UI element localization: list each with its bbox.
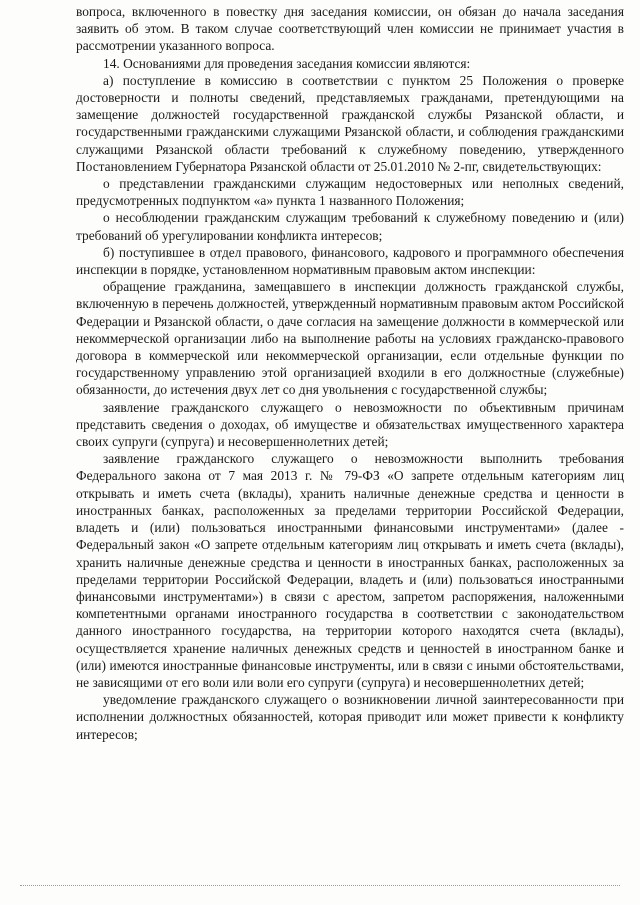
document-body — [76, 3, 624, 743]
paragraph-foreign-accounts: заявление гражданского служащего о невозможности выполнить требования Федерального закона от 7 мая 2013 г. № 79-ФЗ «О запрете отдельным категориям лиц открывать и иметь счета (вклады), хранить наличные денежные средства и ценности в иностранных банках, расположенных за пределами территории Российской Федерации, владеть и (или) пользоваться иностранными финансовыми инструментами» (далее - Федеральный закон «О запрете отдельным категориям лиц открывать и иметь счета (вклады), хранить наличные денежные средства и ценности в иностранных банках, расположенных за пределами территории Российской Федерации, владеть и (или) пользоваться иностранными финансовыми инструментами») в связи с арестом, запретом распоряжения, наложенными компетентными органами иностранного государства в соответствии с законодательством данного иностранного государства, на территории которого находятся счета (вклады), осуществляется хранение наличных денежных средств и ценностей в иностранном банке и (или) имеются иностранные финансовые инструменты, или в связи с иными обстоятельствами, не зависящими от его воли или воли его супруги (супруга) и несовершеннолетних детей; — [76, 451, 624, 690]
paragraph-citizen-appeal: обращение гражданина, замещавшего в инспекции должность гражданской службы, включенную в перечень должностей, утвержденный нормативным правовым актом Российской Федерации и Рязанской области, о даче согласия на замещение должности в коммерческой или некоммерческой организации либо на выполнение работы на условиях гражданско-правового договора в коммерческой или некоммерческой организации, если отдельные функции по государственному управлению этой организацией входили в его должностные (служебные) обязанности, до истечения двух лет со дня увольнения с государственной службы; — [76, 279, 624, 398]
paragraph-subitem-b: б) поступившее в отдел правового, финансового, кадрового и программного обеспечения инспекции в порядке, установленном нормативным правовым актом инспекции: — [76, 244, 624, 278]
paragraph-continuation: вопроса, включенного в повестку дня заседания комиссии, он обязан до начала заседания заявить об этом. В таком случае соответствующий член комиссии не принимает участия в рассмотрении указанного вопроса. — [76, 4, 624, 54]
paragraph-item-14: 14. Основаниями для проведения заседания комиссии являются: — [103, 55, 471, 71]
footer-divider — [20, 885, 620, 886]
paragraph-subitem-a: а) поступление в комиссию в соответствии с пунктом 25 Положения о проверке достоверности и полноты сведений, представляемых гражданами, претендующими на замещение должностей государственной гражданской службы Рязанской области, и государственными гражданскими служащими Рязанской области, и соблюдения гражданскими служащими Рязанской области требований к служебному поведению, утвержденного Постановлением Губернатора Рязанской области от 25.01.2010 № 2-пг, свидетельствующих: — [76, 72, 624, 174]
paragraph-non-compliance: о несоблюдении гражданским служащим требований к служебному поведению и (или) требований об урегулировании конфликта интересов; — [76, 210, 624, 243]
paragraph-false-info: о представлении гражданскими служащим недостоверных или неполных сведений, предусмотренных подпунктом «а» пункта 1 названного Положения; — [76, 176, 624, 209]
paragraph-conflict-notice: уведомление гражданского служащего о возникновении личной заинтересованности при исполнении должностных обязанностей, которая приводит или может привести к конфликту интересов; — [76, 692, 624, 742]
paragraph-income-statement: заявление гражданского служащего о невозможности по объективным причинам представить сведения о доходах, об имуществе и обязательствах имущественного характера своих супруги (супруга) и несовершеннолетних детей; — [76, 399, 624, 450]
